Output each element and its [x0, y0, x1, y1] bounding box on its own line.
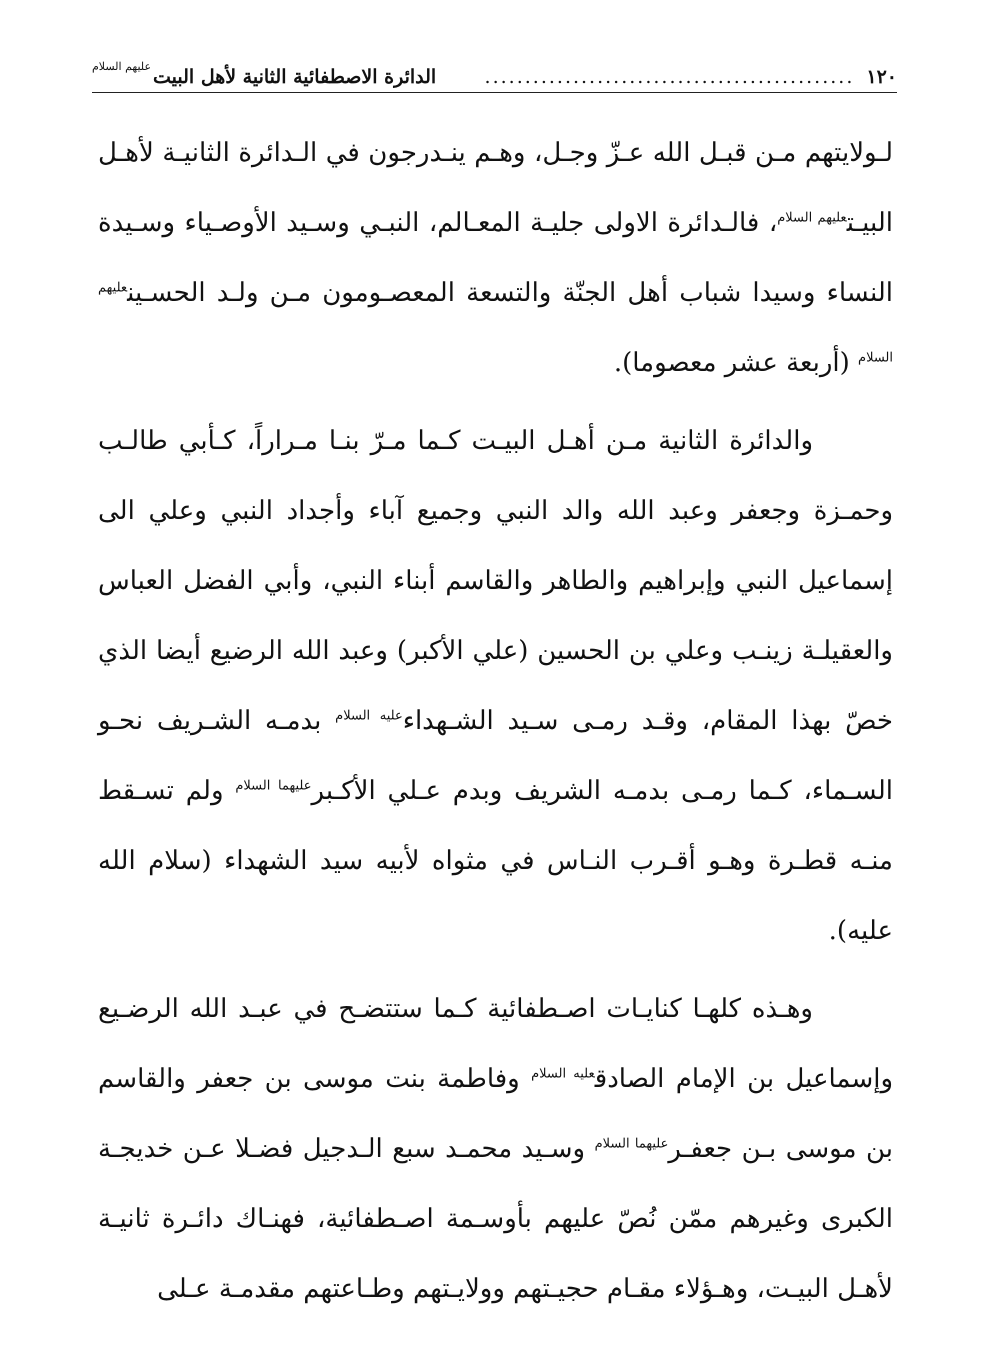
- text-run: والدائرة الثانية مـن أهـل البيـت كـما مـرّ بنـا مـراراً، كـأبي طالـب وحمـزة وجعفر وعبد الله والد النبي وجميع آباء وأجداد النبي وعلي الى إسماعيل النبي وإبراهيم والطاهر والقاسم أبناء النبي، وأبي الفضل العباس والعقيلـة زينـب وعلي بن الحسين (علي الأكبر) وعبد الله الرضيع أيضا الذي خصّ بهذا المقام، وقـد رمـى سـيد الشـهداء: [98, 426, 893, 736]
- page-number: ١٢٠: [866, 66, 897, 88]
- text-run: (أربعة عشر معصوما).: [613, 348, 859, 378]
- text-run: ولم تسـقط منـه قطـرة وهـو أقـرب النـاس في مثواه لأبيه سيد الشهداء (سلام الله عليه).: [98, 776, 893, 946]
- running-header: [92, 52, 897, 93]
- honorific-mark: عليهم السلام: [98, 280, 893, 366]
- header-honorific: عليهم السلام: [92, 60, 152, 73]
- text-run: لـولايتهم مـن قبـل الله عـزّ وجـل، وهـم ينـدرجون في الـدائرة الثانيـة لأهـل البيـت: [98, 138, 894, 238]
- paragraph-1: [98, 118, 893, 398]
- text-run: بدمـه الشـريف نحـو السـماء، كـما رمـى بدمـه الشريف وبدم عـلي الأكـبر: [98, 706, 893, 806]
- honorific-mark: عليهما السلام: [594, 1136, 669, 1152]
- header-leader-dots: ..............................................: [484, 66, 855, 88]
- honorific-mark: عليه السلام: [335, 708, 403, 724]
- text-run: وفاطمة بنت موسى بن جعفر والقاسم بن موسى بـن جعفـر: [98, 1064, 894, 1164]
- text-run: ، فالـدائرة الاولى جليـة المعـالم، النبـي وسـيد الأوصـياء وسـيدة النساء وسيدا شباب أهل الجنّة والتسعة المعصـومون مـن ولـد الحسـين: [98, 208, 893, 308]
- text-run: وهـذه كلهـا كنايـات اصـطفائية كـما ستتضـح في عبـد الله الرضـيع وإسماعيل بن الإمام الصادق: [98, 994, 894, 1094]
- text-run: وسـيد محمـد سبع الـدجيل فضـلا عـن خديجـة الكبرى وغيرهم ممّن نُصّ عليهم بأوسـمة اصـطفائية، فهنـاك دائـرة ثانيـة لأهـل البيـت، وهـؤلاء مقـام حجيـتهم وولايـتهم وطـاعتهم مقدمـة عـلى: [98, 1134, 893, 1304]
- body-text: [98, 118, 893, 1324]
- honorific-mark: عليهما السلام: [235, 778, 312, 794]
- chapter-title: الدائرة الاصطفائية الثانية لأهل البيت: [153, 66, 437, 88]
- honorific-mark: عليهم السلام: [777, 210, 847, 226]
- paragraph-3: [98, 974, 893, 1324]
- honorific-mark: عليه السلام: [531, 1066, 595, 1082]
- paragraph-2: [98, 406, 893, 966]
